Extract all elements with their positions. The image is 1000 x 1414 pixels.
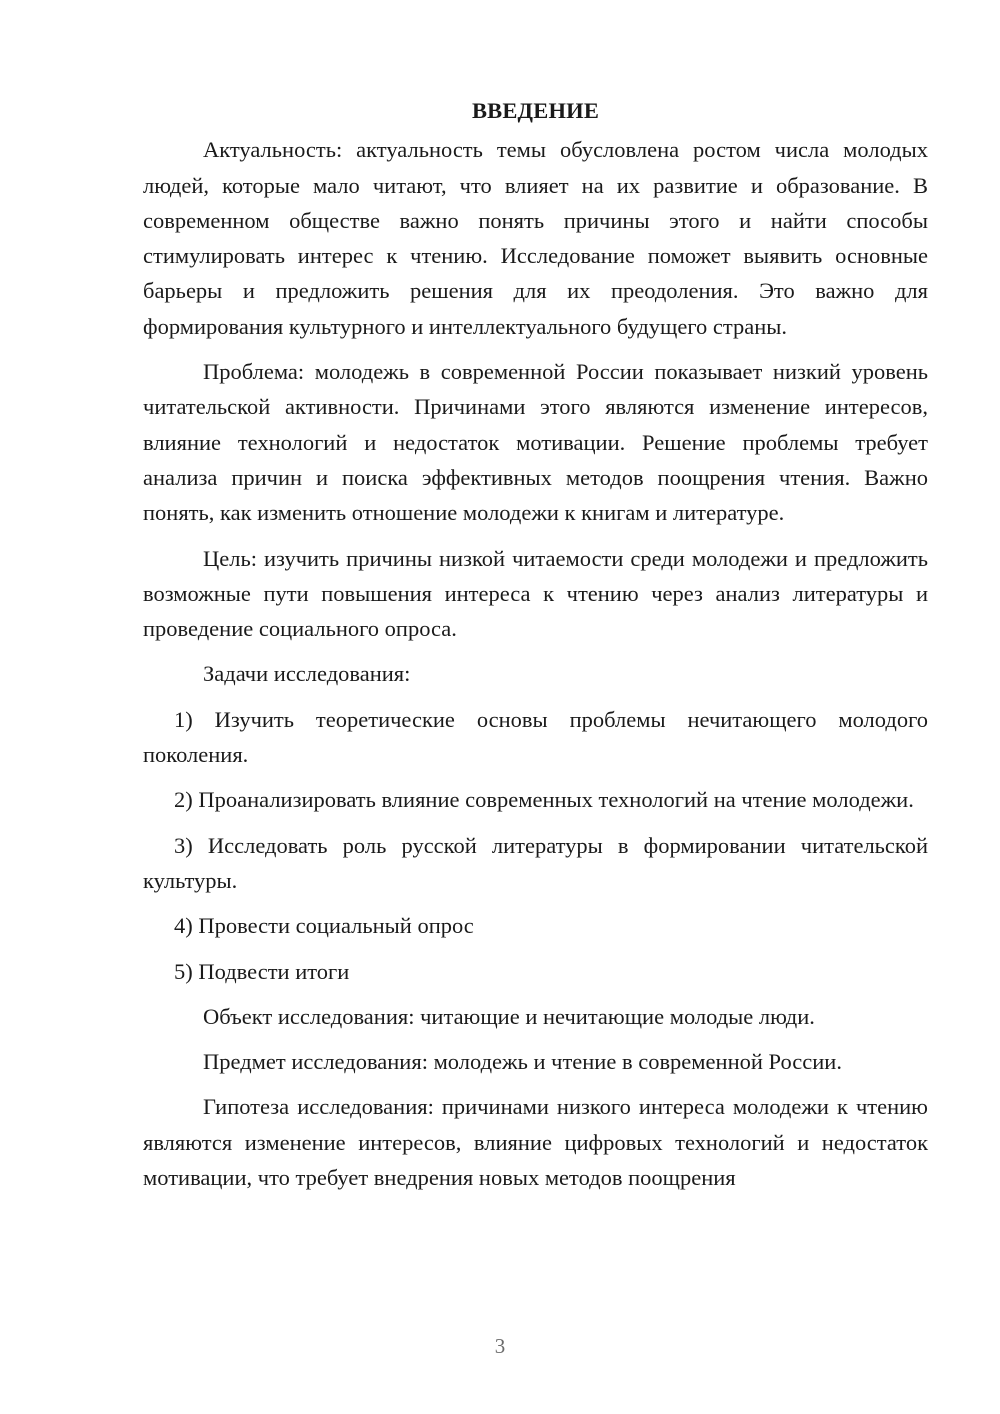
paragraph-hypothesis: Гипотеза исследования: причинами низкого интереса молодежи к чтению являются изменение интересов, влияние цифровых технологий и недостаток мотивации, что требует внедрения новых методов поощрения bbox=[143, 1094, 928, 1191]
paragraph-subject: Предмет исследования: молодежь и чтение в современной России. bbox=[203, 1049, 842, 1075]
page-number: 3 bbox=[494, 1334, 506, 1358]
task-item: 3) Исследовать роль русской литературы в формировании читательской культуры. bbox=[143, 832, 928, 893]
task-item: 2) Проанализировать влияние современных технологий на чтение молодежи. bbox=[174, 787, 914, 813]
document-page bbox=[143, 93, 928, 1195]
paragraph-tasks-heading: Задачи исследования: bbox=[203, 661, 411, 687]
paragraph-goal: Цель: изучить причины низкой читаемости среди молодежи и предложить возможные пути повышения интереса к чтению через анализ литературы и проведение социального опроса. bbox=[143, 545, 928, 642]
section-title: ВВЕДЕНИЕ bbox=[471, 98, 600, 123]
paragraph-object: Объект исследования: читающие и нечитающие молодые люди. bbox=[203, 1003, 815, 1029]
task-item: 4) Провести социальный опрос bbox=[174, 913, 474, 939]
task-item: 1) Изучить теоретические основы проблемы нечитающего молодого поколения. bbox=[143, 706, 928, 768]
task-item: 5) Подвести итоги bbox=[174, 958, 350, 984]
paragraph-problem: Проблема: молодежь в современной России показывает низкий уровень читательской активности. Причинами этого являются изменение интересов, влияние технологий и недостаток мотивации. Решение проблемы требует анализа причин и поиска эффективных методов поощрения чтения. Важно понять, как изменить отношение молодежи к книгам и литературе. bbox=[143, 359, 928, 526]
paragraph-relevance: Актуальность: актуальность темы обусловлена ростом числа молодых людей, которые мало читают, что влияет на их развитие и образование. В современном обществе важно понять причины этого и найти способы стимулировать интерес к чтению. Исследование поможет выявить основные барьеры и предложить решения для их преодоления. Это важно для формирования культурного и интеллектуального будущего страны. bbox=[143, 137, 928, 339]
